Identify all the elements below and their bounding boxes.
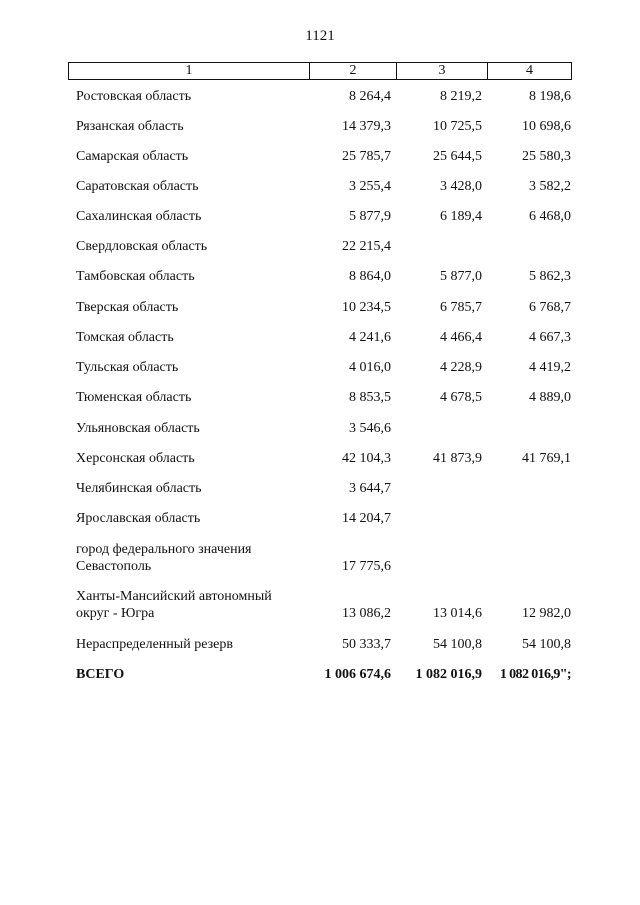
column-header-4: 4 xyxy=(488,63,572,80)
value-col-4: 6 468,0 xyxy=(529,209,571,224)
total-col-4: 1 082 016,9"; xyxy=(499,667,571,682)
region-name: Рязанская область xyxy=(76,119,184,134)
total-label: ВСЕГО xyxy=(76,667,125,682)
value-col-3: 8 219,2 xyxy=(440,89,482,104)
value-col-3: 4 678,5 xyxy=(440,390,482,405)
value-col-2: 8 264,4 xyxy=(349,89,391,104)
value-col-3: 13 014,6 xyxy=(433,606,482,621)
region-name: Тверская область xyxy=(76,300,179,315)
region-name: Ульяновская область xyxy=(76,421,200,436)
value-col-2: 3 546,6 xyxy=(349,421,391,436)
value-col-4: 8 198,6 xyxy=(529,89,571,104)
value-col-3: 4 466,4 xyxy=(440,330,482,345)
value-col-4: 6 768,7 xyxy=(529,300,571,315)
value-col-2: 17 775,6 xyxy=(342,559,391,574)
value-col-4: 10 698,6 xyxy=(522,119,571,134)
value-col-4: 41 769,1 xyxy=(522,451,571,466)
region-name: Ханты-Мансийский автономный округ - Югра xyxy=(76,589,272,621)
value-col-2: 50 333,7 xyxy=(342,637,391,652)
region-name: Ростовская область xyxy=(76,89,192,104)
value-col-3: 5 877,0 xyxy=(440,269,482,284)
value-col-4: 12 982,0 xyxy=(522,606,571,621)
column-header-3: 3 xyxy=(397,63,488,80)
value-col-3: 25 644,5 xyxy=(433,149,482,164)
value-col-4: 4 667,3 xyxy=(529,330,571,345)
page-number: 1121 xyxy=(305,28,335,44)
value-col-2: 22 215,4 xyxy=(342,239,391,254)
region-name: Томская область xyxy=(76,330,174,345)
value-col-3: 6 189,4 xyxy=(440,209,482,224)
value-col-2: 3 255,4 xyxy=(349,179,391,194)
value-col-2: 4 241,6 xyxy=(349,330,391,345)
region-name: Ярославская область xyxy=(76,511,201,526)
region-name: Тамбовская область xyxy=(76,269,195,284)
column-header-1: 1 xyxy=(69,63,310,80)
region-name: Тульская область xyxy=(76,360,179,375)
value-col-4: 3 582,2 xyxy=(529,179,571,194)
value-col-2: 4 016,0 xyxy=(349,360,391,375)
value-col-3: 54 100,8 xyxy=(433,637,482,652)
value-col-2: 8 853,5 xyxy=(349,390,391,405)
value-col-3: 10 725,5 xyxy=(433,119,482,134)
region-name: Челябинская область xyxy=(76,481,202,496)
value-col-4: 4 419,2 xyxy=(529,360,571,375)
value-col-3: 3 428,0 xyxy=(440,179,482,194)
value-col-4: 5 862,3 xyxy=(529,269,571,284)
region-name: Свердловская область xyxy=(76,239,208,254)
value-col-3: 4 228,9 xyxy=(440,360,482,375)
region-name: Саратовская область xyxy=(76,179,199,194)
region-name: Нераспределенный резерв xyxy=(76,637,233,652)
value-col-4: 4 889,0 xyxy=(529,390,571,405)
value-col-2: 3 644,7 xyxy=(349,481,391,496)
value-col-2: 25 785,7 xyxy=(342,149,391,164)
value-col-2: 42 104,3 xyxy=(342,451,391,466)
value-col-2: 13 086,2 xyxy=(342,606,391,621)
value-col-2: 8 864,0 xyxy=(349,269,391,284)
region-name: город федерального значения Севастополь xyxy=(76,542,252,574)
value-col-3: 41 873,9 xyxy=(433,451,482,466)
value-col-2: 10 234,5 xyxy=(342,300,391,315)
value-col-4: 54 100,8 xyxy=(522,637,571,652)
value-col-2: 14 204,7 xyxy=(342,511,391,526)
region-name: Сахалинская область xyxy=(76,209,202,224)
value-col-3: 6 785,7 xyxy=(440,300,482,315)
total-col-3: 1 082 016,9 xyxy=(415,667,482,682)
value-col-2: 14 379,3 xyxy=(342,119,391,134)
region-name: Самарская область xyxy=(76,149,189,164)
column-header-2: 2 xyxy=(310,63,397,80)
column-header-table xyxy=(68,62,572,80)
total-col-2: 1 006 674,6 xyxy=(324,667,391,682)
region-name: Херсонская область xyxy=(76,451,195,466)
value-col-4: 25 580,3 xyxy=(522,149,571,164)
value-col-2: 5 877,9 xyxy=(349,209,391,224)
region-name: Тюменская область xyxy=(76,390,192,405)
